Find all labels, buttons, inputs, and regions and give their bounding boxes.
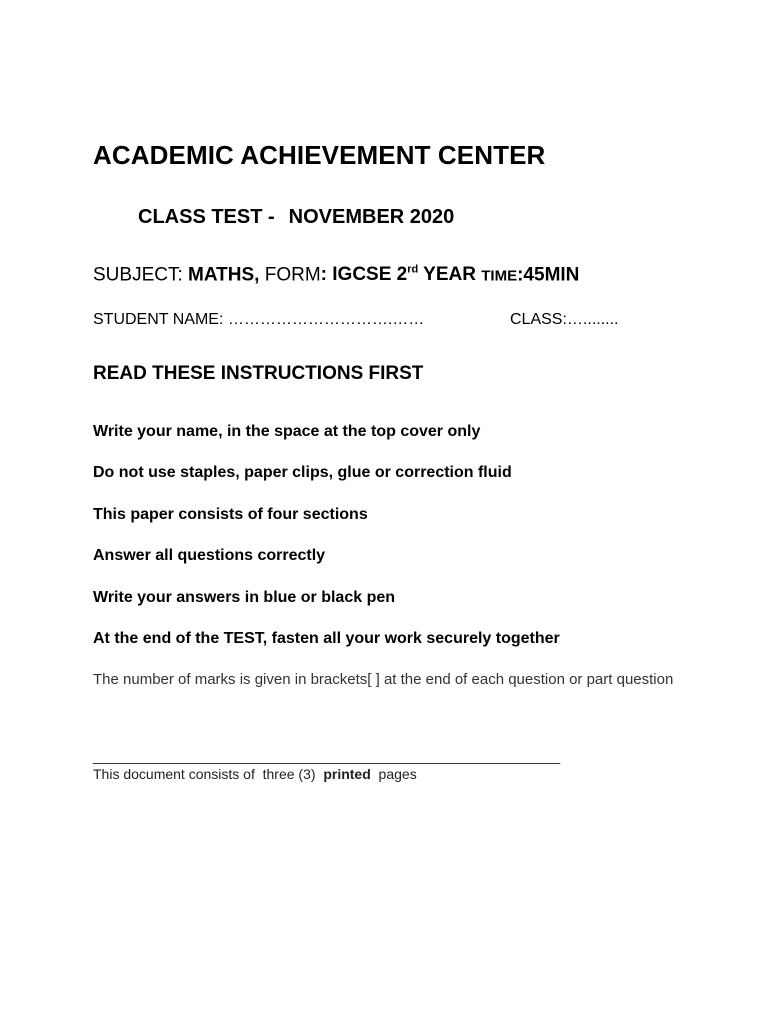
subject-label: SUBJECT: (93, 264, 183, 286)
class-field (510, 311, 618, 329)
page-count-note: This document consists of three (3) printed pages (93, 766, 417, 782)
form-value: : IGCSE 2rd YEAR (320, 264, 476, 286)
test-label: CLASS TEST - (138, 206, 275, 228)
instruction-item: Answer all questions correctly (93, 547, 326, 564)
instruction-item: Write your name, in the space at the top cover only (93, 423, 481, 440)
time-value: :45MIN (517, 264, 580, 286)
test-date: NOVEMBER 2020 (288, 206, 455, 228)
student-name-blank: ………………………….…… (227, 311, 425, 328)
instructions-heading: READ THESE INSTRUCTIONS FIRST (93, 363, 424, 384)
instruction-item: This paper consists of four sections (93, 506, 368, 523)
time-label: TIME (481, 267, 518, 285)
instruction-item: Write your answers in blue or black pen (93, 589, 396, 606)
page-title: ACADEMIC ACHIEVEMENT CENTER (93, 140, 546, 170)
student-line (93, 311, 619, 329)
instruction-item: At the end of the TEST, fasten all your work securely together (93, 630, 560, 647)
student-name-label: STUDENT NAME: (93, 311, 224, 328)
class-label: CLASS: (510, 311, 567, 328)
instruction-item: Do not use staples, paper clips, glue or correction fluid (93, 464, 512, 481)
subject-value: MATHS, (188, 264, 260, 286)
subject-line (93, 264, 579, 286)
marks-note: The number of marks is given in brackets[ ] at the end of each question or part question (93, 671, 674, 688)
class-blank: …........ (566, 311, 619, 328)
test-heading (138, 206, 454, 229)
form-label: FORM (264, 264, 321, 286)
footer-rule: ____________________________________________________________ (93, 748, 561, 764)
